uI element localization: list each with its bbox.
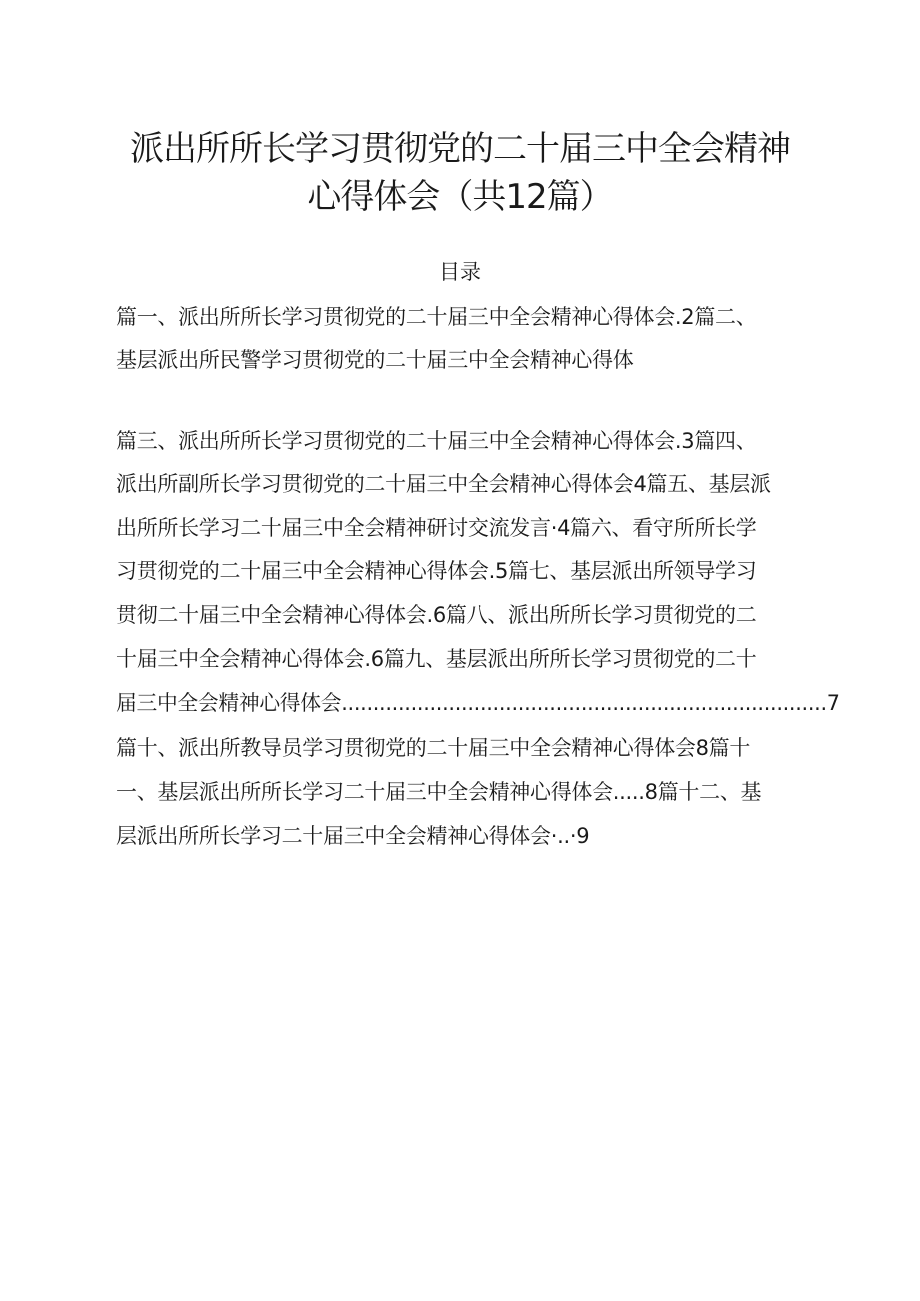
toc-line[interactable]: 届三中全会精神心得体会.............................................................................7 (116, 691, 840, 715)
toc-line[interactable]: 派出所副所长学习贯彻党的二十届三中全会精神心得体会4篇五、基层派 (116, 472, 771, 496)
toc-line[interactable]: 篇一、派出所所长学习贯彻党的二十届三中全会精神心得体会.2篇二、 (116, 305, 757, 329)
toc-line[interactable]: 基层派出所民警学习贯彻党的二十届三中全会精神心得体 (116, 348, 634, 372)
document-title-line-1: 派出所所长学习贯彻党的二十届三中全会精神 (130, 129, 790, 169)
toc-line[interactable]: 贯彻二十届三中全会精神心得体会.6篇八、派出所所长学习贯彻党的二 (116, 603, 757, 627)
toc-line[interactable]: 出所所长学习二十届三中全会精神研讨交流发言·4篇六、看守所所长学 (116, 516, 757, 540)
toc-line[interactable]: 篇十、派出所教导员学习贯彻党的二十届三中全会精神心得体会8篇十 (116, 736, 751, 760)
toc-line[interactable]: 十届三中全会精神心得体会.6篇九、基层派出所所长学习贯彻党的二十 (116, 647, 757, 671)
toc-line[interactable]: 一、基层派出所所长学习二十届三中全会精神心得体会.....8篇十二、基 (116, 780, 762, 804)
document-title-line-2: 心得体会（共12篇） (307, 177, 613, 217)
toc-line[interactable]: 层派出所所长学习二十届三中全会精神心得体会·..·9 (116, 824, 590, 848)
toc-line[interactable]: 习贯彻党的二十届三中全会精神心得体会.5篇七、基层派出所领导学习 (116, 559, 757, 583)
toc-line[interactable]: 篇三、派出所所长学习贯彻党的二十届三中全会精神心得体会.3篇四、 (116, 429, 757, 453)
toc-heading: 目录 (439, 260, 481, 284)
